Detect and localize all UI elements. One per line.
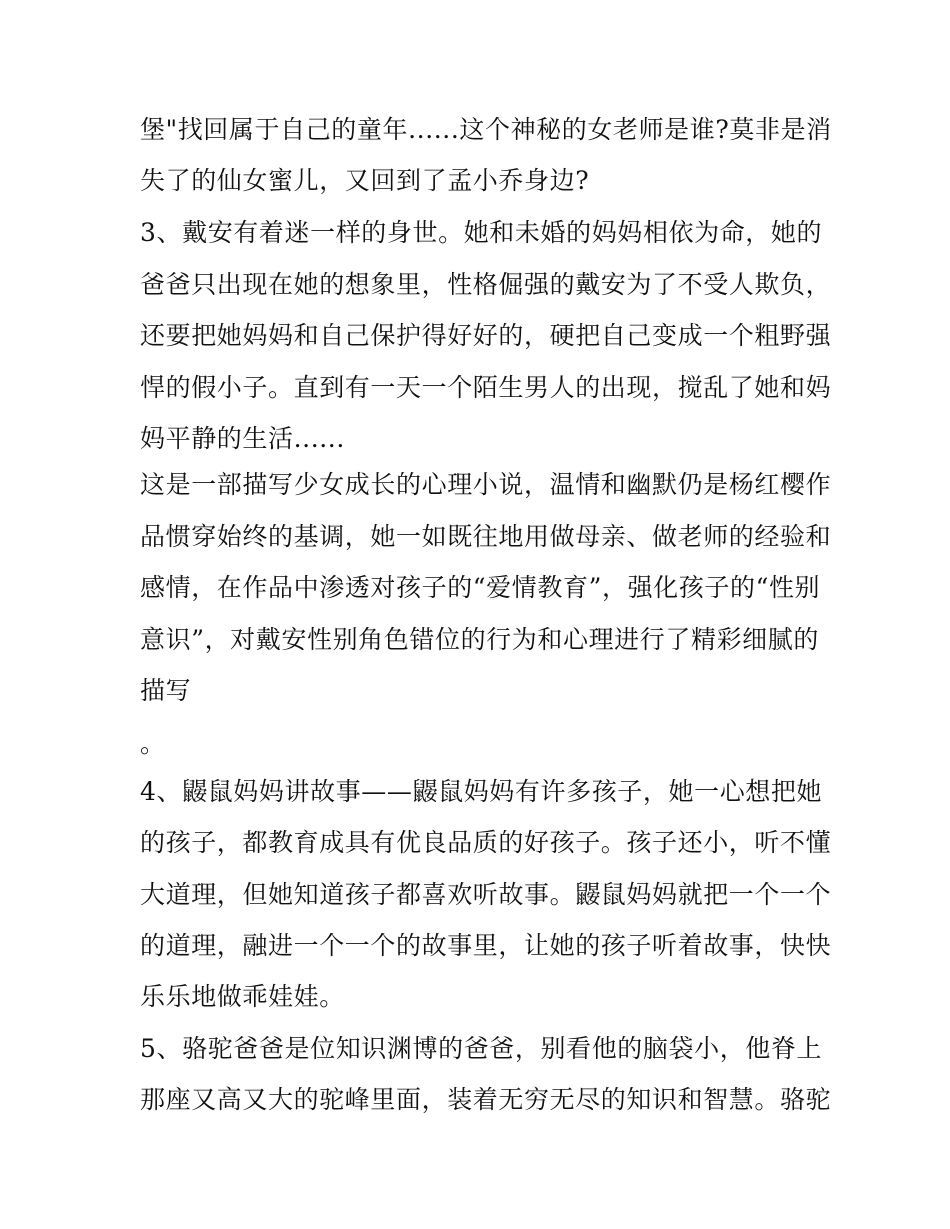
text-line: 大道理，但她知道孩子都喜欢听故事。鼹鼠妈妈就把一个一个 [140, 880, 832, 909]
text-line: 品惯穿始终的基调，她一如既往地用做母亲、做老师的经验和 [140, 522, 832, 551]
text-line: 失了的仙女蜜儿，又回到了孟小乔身边? [140, 166, 590, 195]
text-line: 描写 [140, 676, 192, 705]
text-line: 爸爸只出现在她的想象里，性格倔强的戴安为了不受人欺负， [140, 270, 832, 299]
text-line: 的道理，融进一个一个的故事里，让她的孩子听着故事，快快 [140, 931, 832, 960]
text-line: 那座又高又大的驼峰里面，装着无穷无尽的知识和智慧。骆驼 [140, 1085, 832, 1114]
text-line: 3、戴安有着迷一样的身世。她和未婚的妈妈相依为命，她的 [140, 218, 823, 247]
text-line: 4、鼹鼠妈妈讲故事——鼹鼠妈妈有许多孩子，她一心想把她 [140, 777, 823, 806]
text-line: 意识”，对戴安性别角色错位的行为和心理进行了精彩细腻的 [140, 625, 819, 654]
text-line: 5、骆驼爸爸是位知识渊博的爸爸，别看他的脑袋小，他脊上 [140, 1034, 823, 1063]
text-line: 乐乐地做乖娃娃。 [140, 982, 345, 1011]
text-line: 悍的假小子。直到有一天一个陌生男人的出现，搅乱了她和妈 [140, 373, 832, 402]
text-line: 的孩子，都教育成具有优良品质的好孩子。孩子还小，听不懂 [140, 828, 832, 857]
text-line: 妈平静的生活...... [140, 424, 345, 453]
text-line: 。 [140, 729, 166, 758]
text-line: 堡"找回属于自己的童年......这个神秘的女老师是谁?莫非是消 [140, 115, 832, 144]
text-line: 感情，在作品中渗透对孩子的“爱情教育”，强化孩子的“性别 [140, 573, 821, 602]
text-line: 还要把她妈妈和自己保护得好好的，硬把自己变成一个粗野强 [140, 321, 832, 350]
text-line: 这是一部描写少女成长的心理小说，温情和幽默仍是杨红樱作 [140, 470, 832, 499]
